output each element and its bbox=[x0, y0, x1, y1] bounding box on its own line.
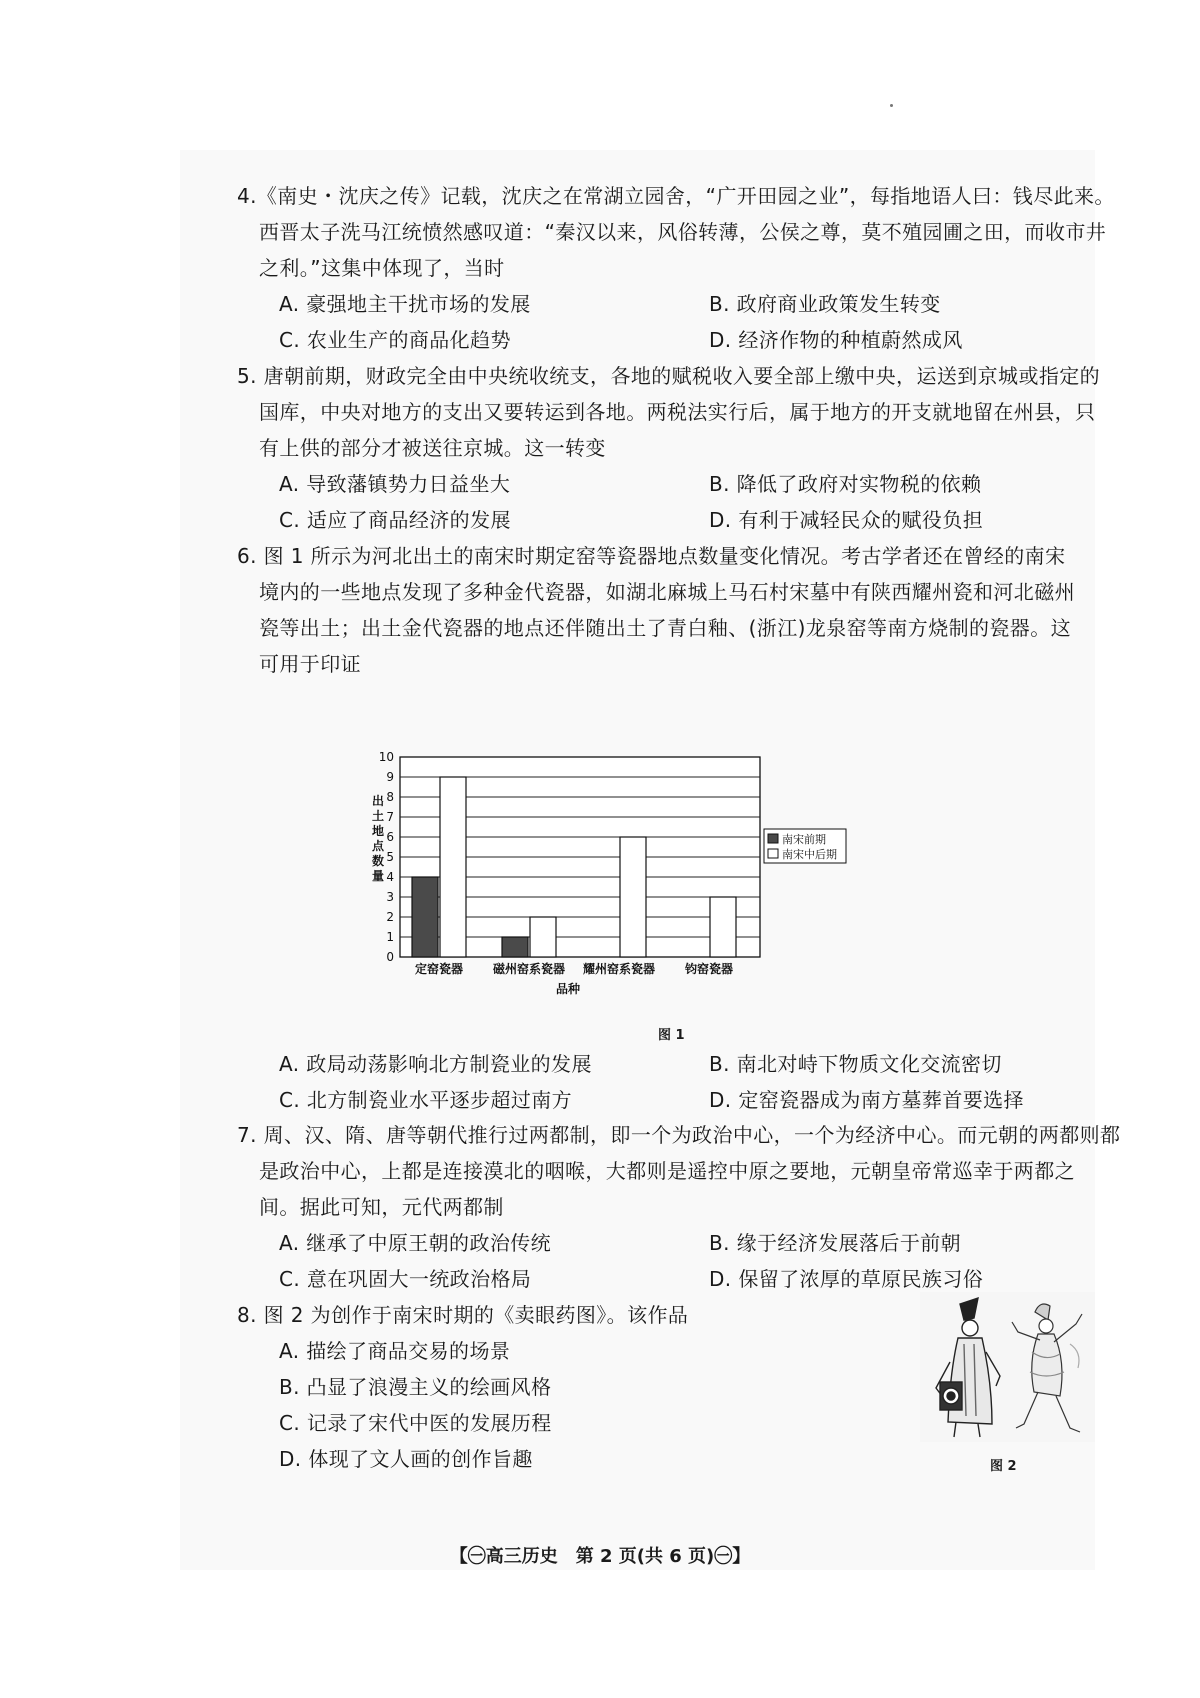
legend-label: 南宋前期 bbox=[782, 833, 826, 846]
options bbox=[279, 1225, 1097, 1297]
figure-1-caption: 图 1 bbox=[658, 1028, 685, 1043]
question-4 bbox=[237, 178, 1115, 358]
question-text: 国库，中央对地方的支出又要转运到各地。两税法实行后，属于地方的开支就地留在州县，只 bbox=[259, 400, 1096, 424]
question-7 bbox=[237, 1117, 1121, 1297]
y-axis-label: 数 bbox=[371, 854, 385, 868]
y-tick-label: 1 bbox=[386, 930, 394, 944]
question-text: 间。据此可知，元代两都制 bbox=[259, 1195, 504, 1219]
scan-speck bbox=[890, 104, 893, 107]
option-d[interactable]: D. 有利于减轻民众的赋役负担 bbox=[709, 508, 984, 532]
question-text: 有上供的部分才被送往京城。这一转变 bbox=[259, 436, 606, 460]
bar-late bbox=[710, 897, 736, 957]
bar-late bbox=[620, 837, 646, 957]
option-b[interactable]: B. 降低了政府对实物税的依赖 bbox=[709, 472, 982, 496]
option-c[interactable]: C. 北方制瓷业水平逐步超过南方 bbox=[279, 1088, 573, 1112]
option-a[interactable]: A. 描绘了商品交易的场景 bbox=[279, 1339, 511, 1363]
y-tick-label: 4 bbox=[386, 870, 394, 884]
legend-label: 南宋中后期 bbox=[782, 848, 837, 861]
question-text: 西晋太子洗马江统愤然感叹道：“秦汉以来，风俗转薄，公侯之尊，莫不殖园圃之田，而收市井 bbox=[259, 220, 1107, 244]
option-c[interactable]: C. 意在巩固大一统政治格局 bbox=[279, 1267, 532, 1291]
bar-early bbox=[502, 937, 528, 957]
option-a[interactable]: A. 豪强地主干扰市场的发展 bbox=[279, 292, 531, 316]
question-text: 瓷等出土；出土金代瓷器的地点还伴随出土了青白釉、(浙江)龙泉窑等南方烧制的瓷器。这 bbox=[259, 616, 1072, 640]
option-b[interactable]: B. 政府商业政策发生转变 bbox=[709, 292, 941, 316]
question-text: 境内的一些地点发现了多种金代瓷器，如湖北麻城上马石村宋墓中有陕西耀州瓷和河北磁州 bbox=[259, 580, 1075, 604]
y-tick-label: 6 bbox=[386, 830, 394, 844]
option-d[interactable]: D. 体现了文人画的创作旨趣 bbox=[279, 1447, 533, 1471]
x-tick-label: 耀州窑系瓷器 bbox=[582, 962, 656, 976]
question-text: 是政治中心，上都是连接漠北的咽喉，大都则是遥控中原之要地，元朝皇帝常巡幸于两都之 bbox=[259, 1159, 1075, 1183]
y-tick-label: 7 bbox=[386, 810, 394, 824]
option-d[interactable]: D. 定窑瓷器成为南方墓葬首要选择 bbox=[709, 1088, 1024, 1112]
y-axis-label: 土 bbox=[371, 809, 385, 823]
figure-2-painting bbox=[920, 1292, 1095, 1442]
y-tick-label: 0 bbox=[386, 950, 394, 964]
x-axis-label: 品种 bbox=[555, 982, 581, 996]
x-tick-label: 磁州窑系瓷器 bbox=[492, 962, 566, 976]
option-a[interactable]: A. 继承了中原王朝的政治传统 bbox=[279, 1231, 552, 1255]
option-d[interactable]: D. 保留了浓厚的草原民族习俗 bbox=[709, 1267, 984, 1291]
y-axis-label: 点 bbox=[371, 839, 385, 853]
legend-swatch bbox=[768, 834, 778, 843]
y-axis-label: 量 bbox=[371, 869, 385, 883]
options bbox=[279, 1046, 1097, 1118]
option-c[interactable]: C. 适应了商品经济的发展 bbox=[279, 508, 511, 532]
x-tick-label: 定窑瓷器 bbox=[414, 962, 464, 976]
option-a[interactable]: A. 导致藩镇势力日益坐大 bbox=[279, 472, 511, 496]
y-tick-label: 5 bbox=[386, 850, 394, 864]
option-c[interactable]: C. 农业生产的商品化趋势 bbox=[279, 328, 511, 352]
y-axis-label: 地 bbox=[371, 824, 385, 838]
page-footer: 【㊀高三历史 第 2 页(共 6 页)㊀】 bbox=[449, 1546, 751, 1567]
option-c[interactable]: C. 记录了宋代中医的发展历程 bbox=[279, 1411, 552, 1435]
option-a[interactable]: A. 政局动荡影响北方制瓷业的发展 bbox=[279, 1052, 592, 1076]
x-tick-label: 钧窑瓷器 bbox=[684, 962, 734, 976]
y-tick-label: 8 bbox=[386, 790, 394, 804]
y-tick-label: 9 bbox=[386, 770, 394, 784]
bar-late bbox=[530, 917, 556, 957]
question-text: 8. 图 2 为创作于南宋时期的《卖眼药图》。该作品 bbox=[237, 1303, 689, 1327]
options bbox=[279, 286, 1097, 358]
option-d[interactable]: D. 经济作物的种植蔚然成风 bbox=[709, 328, 963, 352]
question-text: 6. 图 1 所示为河北出土的南宋时期定窑等瓷器地点数量变化情况。考古学者还在曾经的南宋 bbox=[237, 544, 1066, 568]
question-6-options bbox=[237, 1046, 1097, 1118]
question-6 bbox=[237, 538, 1097, 682]
bar-late bbox=[440, 777, 466, 957]
y-axis-label: 出 bbox=[371, 794, 385, 808]
question-text: 7. 周、汉、隋、唐等朝代推行过两都制，即一个为政治中心，一个为经济中心。而元朝的两都则都 bbox=[237, 1123, 1121, 1147]
option-b[interactable]: B. 缘于经济发展落后于前朝 bbox=[709, 1231, 962, 1255]
options bbox=[279, 466, 1097, 538]
question-text: 4.《南史・沈庆之传》记载，沈庆之在常湖立园舍，“广开田园之业”，每指地语人曰：钱尽此来。 bbox=[237, 184, 1115, 208]
figure-1-chart bbox=[370, 735, 850, 1015]
question-text: 5. 唐朝前期，财政完全由中央统收统支，各地的赋税收入要全部上缴中央，运送到京城或指定的 bbox=[237, 364, 1101, 388]
y-tick-label: 3 bbox=[386, 890, 394, 904]
legend-swatch bbox=[768, 849, 778, 858]
option-b[interactable]: B. 南北对峙下物质文化交流密切 bbox=[709, 1052, 1002, 1076]
figure-2-caption: 图 2 bbox=[990, 1459, 1017, 1474]
bar-early bbox=[412, 877, 438, 957]
y-tick-label: 2 bbox=[386, 910, 394, 924]
option-b[interactable]: B. 凸显了浪漫主义的绘画风格 bbox=[279, 1375, 552, 1399]
question-text: 之利。”这集中体现了，当时 bbox=[259, 256, 505, 280]
y-tick-label: 10 bbox=[378, 750, 394, 764]
question-text: 可用于印证 bbox=[259, 652, 361, 676]
bar-chart bbox=[370, 735, 850, 1015]
question-5 bbox=[237, 358, 1101, 538]
